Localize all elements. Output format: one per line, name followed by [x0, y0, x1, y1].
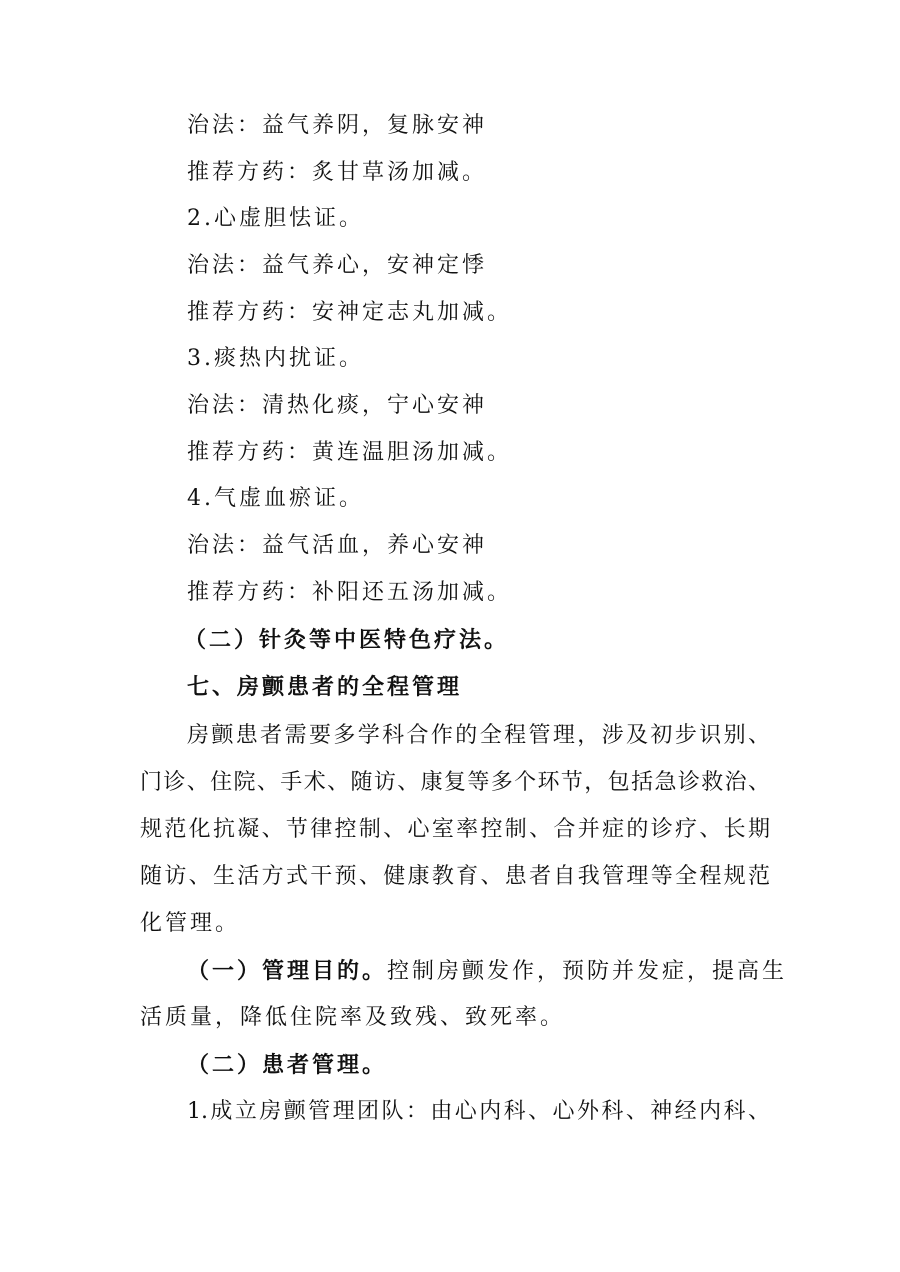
treatment-method-line-3: 治法：清热化痰，宁心安神	[187, 393, 488, 418]
subsection-heading-patient-management: （二）患者管理。	[187, 1052, 388, 1078]
paragraph-2-line-1	[187, 956, 788, 987]
paragraph-1-line-1: 房颤患者需要多学科合作的全程管理，涉及初步识别、	[187, 723, 770, 748]
treatment-method-line-1: 治法：益气养阴，复脉安神	[187, 113, 488, 138]
paragraph-2-line-2: 活质量，降低住院率及致残、致死率。	[140, 1005, 566, 1030]
recommended-prescription-line-4: 推荐方药：补阳还五汤加减。	[187, 580, 513, 605]
section-heading-7: 七、房颤患者的全程管理	[187, 674, 463, 700]
paragraph-1-line-3: 规范化抗凝、节律控制、心室率控制、合并症的诊疗、长期	[140, 817, 770, 842]
syndrome-heading-2: 2.心虚胆怯证。	[187, 206, 364, 231]
paragraph-1-line-5: 化管理。	[140, 911, 241, 936]
paragraph-4-line-1: 1.成立房颤管理团队：由心内科、心外科、神经内科、	[187, 1099, 770, 1124]
paragraph-1-line-2: 门诊、住院、手术、随访、康复等多个环节，包括急诊救治、	[140, 770, 770, 795]
treatment-method-line-2: 治法：益气养心，安神定悸	[187, 253, 488, 278]
syndrome-heading-4: 4.气虚血瘀证。	[187, 486, 364, 511]
recommended-prescription-line-3: 推荐方药：黄连温胆汤加减。	[187, 440, 513, 465]
subsection-heading-acupuncture: （二）针灸等中医特色疗法。	[184, 627, 510, 653]
management-goal-lead: （一）管理目的。	[187, 958, 388, 984]
recommended-prescription-line-2: 推荐方药：安神定志丸加减。	[187, 300, 513, 325]
paragraph-1-line-4: 随访、生活方式干预、健康教育、患者自我管理等全程规范	[140, 864, 770, 889]
recommended-prescription-line-1: 推荐方药：炙甘草汤加减。	[187, 160, 488, 185]
management-goal-text: 控制房颤发作，预防并发症，提高生	[387, 959, 788, 984]
treatment-method-line-4: 治法：益气活血，养心安神	[187, 533, 488, 558]
syndrome-heading-3: 3.痰热内扰证。	[187, 346, 364, 371]
